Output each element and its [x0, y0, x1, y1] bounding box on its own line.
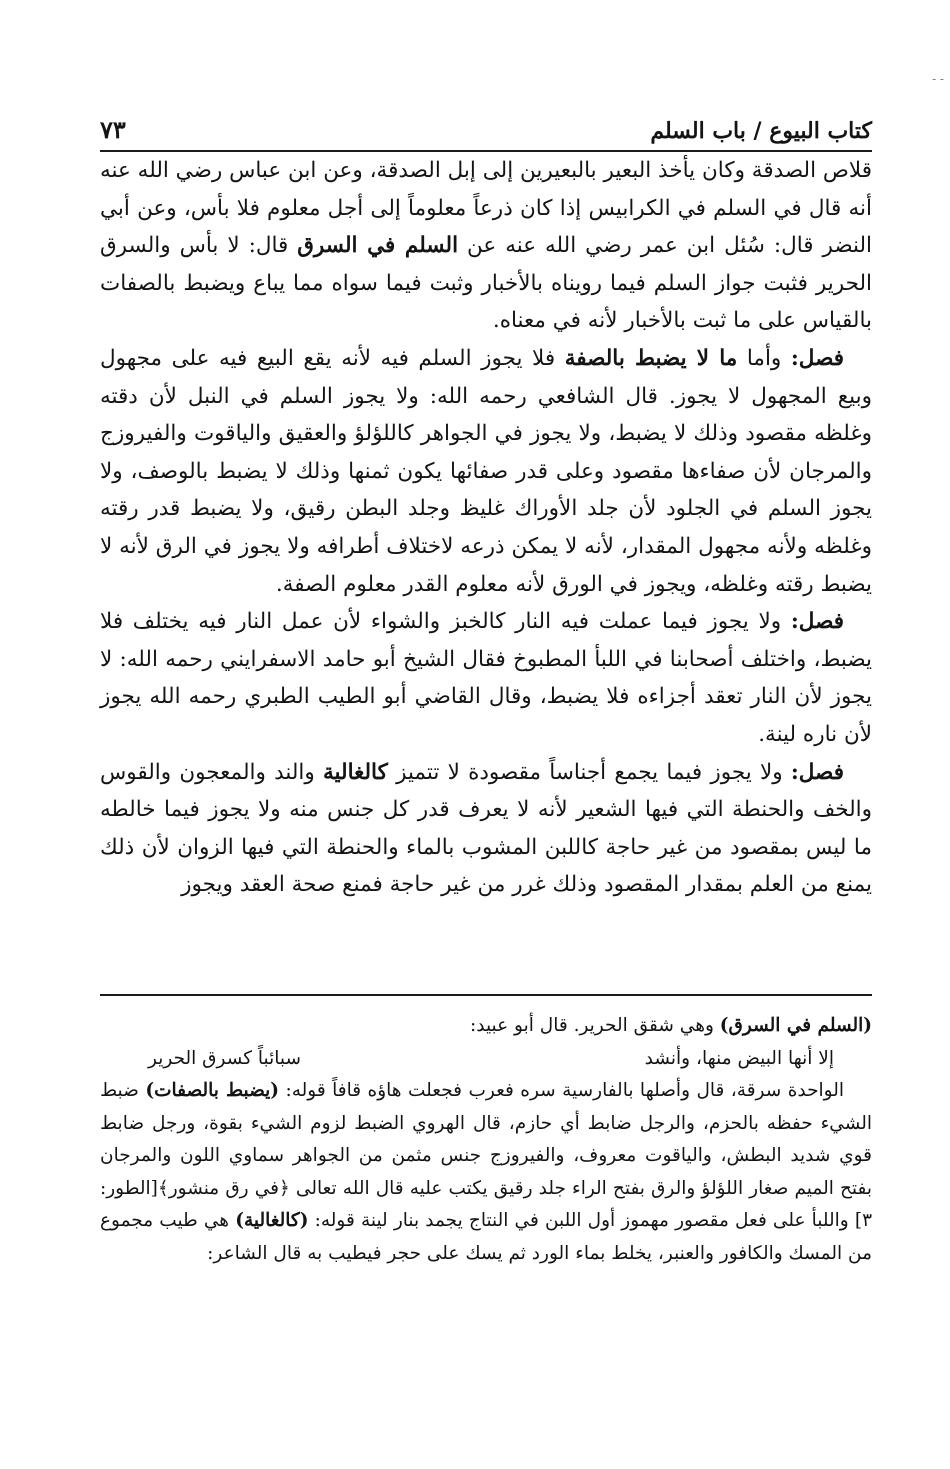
paragraph-4-text: والند والمعجون والقوس والخف والحنطة التي فيها الشعير لأنه لا يعرف قدر كل جنس منه ولا يجوز فيما خالطه ما ليس بمقصود من غير حاجة كاللبن المشوب بالماء والحنطة التي فيها الزوان لأن ذلك يمنع من العلم بمقدار المقصود وذلك غرر من غير حاجة فمنع صحة العقد ويجوز: [100, 759, 872, 898]
paragraph-1-end: قال: لا بأس والسرق الحرير فثبت جواز السلم فيما رويناه بالأخبار وثبت فيما سواه مما يباع ويضبط بالصفات بالقياس على ما ثبت بالأخبار لأنه في معناه.: [100, 233, 872, 334]
section-label: فصل:: [790, 759, 844, 785]
page-header: [100, 108, 872, 152]
footnote-separator: [100, 994, 872, 996]
scan-margin-mark: - -: [932, 72, 944, 86]
note-2-text-c: هي طيب مجموع من المسك والكافور والعنبر، يخلط بماء الورد ثم يسك على حجر فيطيب به قال الشاعر:: [100, 1210, 872, 1264]
verse-hemistich-2: سبائباً كسرق الحرير: [148, 1047, 302, 1069]
note-1-text: وهي شقق الحرير. قال أبو عبيد:: [470, 1015, 720, 1036]
paragraph-2-bold: ما لا يضبط بالصفة: [564, 345, 738, 371]
paragraph-2-mid: وأما: [737, 345, 791, 371]
note-2-text-b: ضبط الشيء حفظه بالحزم، والرجل ضابط أي حازم، قال الهروي الضبط لزوم الشيء بقوة، ورجل ضابط قوي شديد البطش، والياقوت معروف، والفيروزج جنس مثمن من الجواهر سماوي اللون والمرجان بفتح الميم صغار اللؤلؤ والرق بفتح الراء جلد رقيق يكتب عليه قال الله تعالى ﴿في رق منشور﴾[الطور: ٣] واللبأ على فعل مقصور مهموز أول اللبن في النتاج يجمد بنار لينة قوله:: [100, 1080, 872, 1231]
note-2-term: (يضبط بالصفات): [145, 1080, 280, 1101]
note-2-text-a: الواحدة سرقة، قال وأصلها بالفارسية سره فعرب فجعلت هاؤه قافاً قوله:: [279, 1080, 845, 1101]
page-number: ٧٣: [100, 115, 126, 144]
paragraph-4-mid: ولا يجوز فيما يجمع أجناساً مقصودة لا تتميز: [387, 759, 791, 785]
footnotes: [100, 1010, 872, 1270]
note-1-term: (السلم في السرق): [719, 1015, 872, 1036]
paragraph-3-text: ولا يجوز فيما عملت فيه النار كالخبز والشواء لأن عمل النار فيه يختلف فلا يضبط، واختلف أصحابنا في اللبأ المطبوخ فقال الشيخ أبو حامد الاسفرايني رحمه الله: لا يجوز لأن النار تعقد أجزاءه فلا يضبط، وقال القاضي أبو الطيب الطبري رحمه الله يجوز لأن ناره لينة.: [100, 609, 872, 747]
note-1: [100, 1010, 872, 1043]
main-text: [100, 152, 872, 904]
note-2-term-2: (كالغالية): [235, 1210, 309, 1231]
poetry-verse: [100, 1043, 872, 1076]
running-title: كتاب البيوع / باب السلم: [650, 118, 872, 144]
verse-hemistich-1: إلا أنها البيض منها، وأنشد: [644, 1047, 834, 1069]
paragraph-4-bold: كالغالية: [323, 759, 388, 785]
section-label: فصل:: [790, 345, 845, 371]
note-2: [100, 1075, 872, 1270]
paragraph-4: [100, 754, 872, 904]
paragraph-1-text: قلاص الصدقة وكان يأخذ البعير بالبعيرين إلى إبل الصدقة، وعن ابن عباس رضي الله عنه أنه قال في السلم في الكرابيس إذا كان ذرعاً معلوماً إلى أجل معلوم فلا بأس، وعن أبي النضر قال: سُئل ابن عمر رضي الله عنه عن: [100, 158, 873, 259]
paragraph-1: [100, 152, 872, 340]
paragraph-2-text: فلا يجوز السلم فيه لأنه يقع البيع فيه على مجهول وبيع المجهول لا يجوز. قال الشافعي رحمه الله: ولا يجوز السلم في النبل لأن دقته وغلظه مقصود وذلك لا يضبط، ولا يجوز في الجواهر كاللؤلؤ والعقيق والياقوت والفيروزج والمرجان لأن صفاءها مقصود وعلى قدر صفائها يكون ثمنها وذلك لا يضبط بالوصف، ولا يجوز السلم في الجلود لأن جلد الأوراك غليظ وجلد البطن رقيق، ولا يضبط قدر رقته وغلظه ولأنه مجهول المقدار، لأنه لا يمكن ذرعه لاختلاف أطرافه ولا يجوز في الرق لأنه لا يضبط رقته وغلظه، ويجوز في الورق لأنه معلوم القدر معلوم الصفة.: [100, 345, 872, 597]
paragraph-3: [100, 603, 872, 753]
paragraph-1-bold: السلم في السرق: [297, 233, 459, 259]
section-label: فصل:: [790, 609, 844, 635]
paragraph-2: [100, 340, 872, 603]
